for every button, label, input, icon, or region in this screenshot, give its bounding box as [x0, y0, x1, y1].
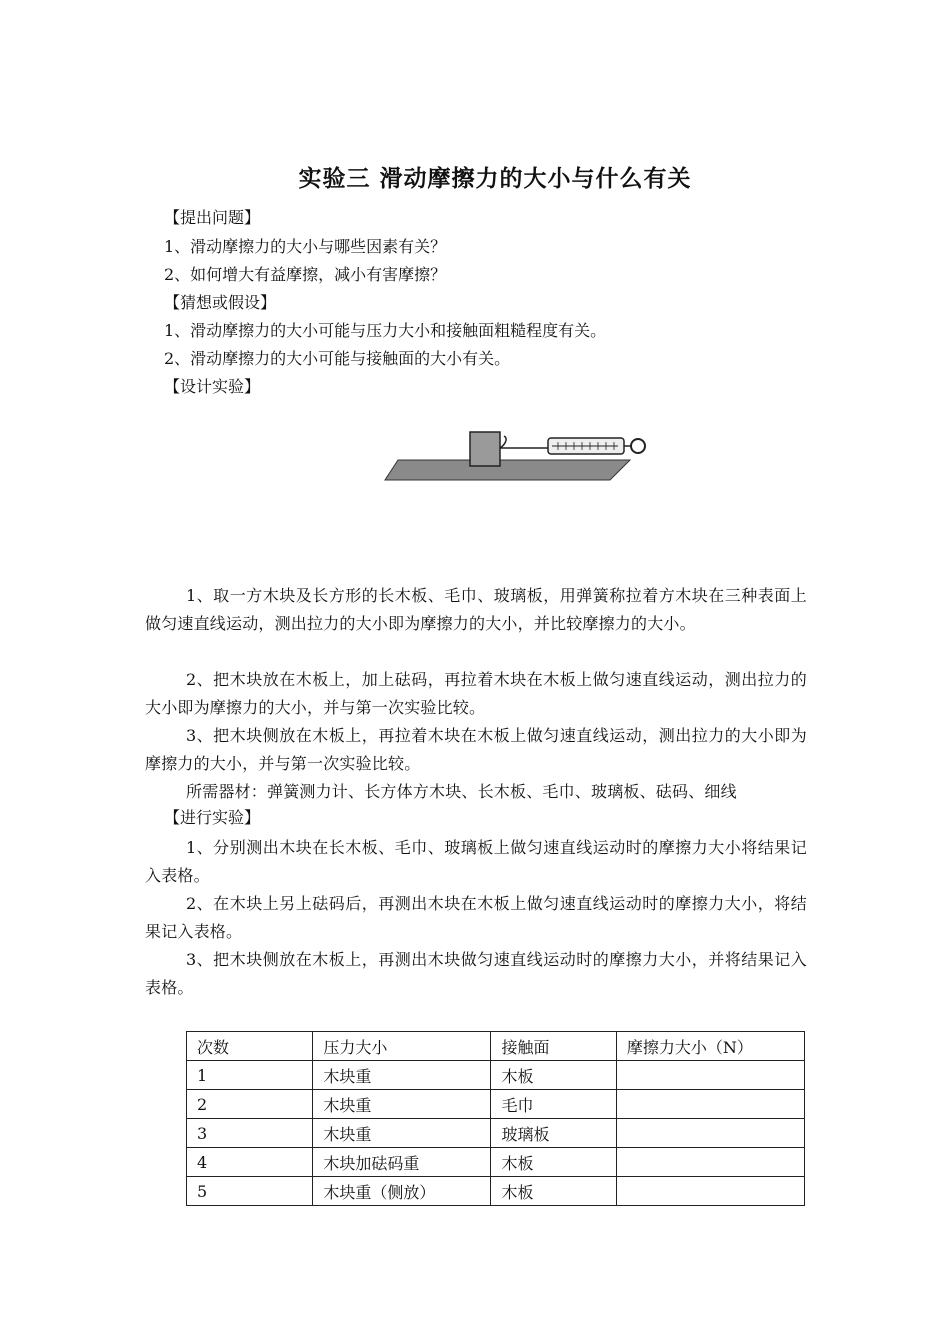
procedure-paragraph-2: 2、在木块上另上砝码后，再测出木块在木板上做匀速直线运动时的摩擦力大小，将结果记入表格。 — [145, 894, 807, 941]
table-cell: 4 — [187, 1148, 313, 1177]
table-cell — [616, 1090, 804, 1119]
table-cell: 5 — [187, 1177, 313, 1206]
wooden-board — [385, 460, 630, 480]
section-heading-design: 【设计实验】 — [164, 377, 261, 396]
materials-list: 所需器材：弹簧测力计、长方体方木块、长木板、毛巾、玻璃板、砝码、细线 — [186, 782, 737, 801]
table-header-cell: 摩擦力大小（N） — [616, 1032, 804, 1061]
page-title: 实验三 滑动摩擦力的大小与什么有关 — [298, 166, 692, 192]
hypothesis-item-1: 1、滑动摩擦力的大小可能与压力大小和接触面粗糙程度有关。 — [164, 321, 607, 340]
table-header-cell: 接触面 — [491, 1032, 616, 1061]
table-cell — [616, 1177, 804, 1206]
table-header-cell: 压力大小 — [313, 1032, 491, 1061]
question-item-1: 1、滑动摩擦力的大小与哪些因素有关？ — [164, 237, 447, 256]
table-cell — [616, 1119, 804, 1148]
results-table — [186, 1031, 805, 1206]
section-heading-procedure: 【进行实验】 — [164, 808, 261, 827]
table-cell — [616, 1148, 804, 1177]
table-cell: 木板 — [491, 1148, 616, 1177]
procedure-paragraph-3: 3、把木块侧放在木板上，再测出木块做匀速直线运动时的摩擦力大小，并将结果记入表格。 — [145, 950, 807, 997]
section-heading-question: 【提出问题】 — [164, 208, 261, 227]
table-cell: 木板 — [491, 1177, 616, 1206]
table-cell: 木块加砝码重 — [313, 1148, 491, 1177]
wood-block — [470, 432, 500, 466]
section-heading-hypothesis: 【猜想或假设】 — [164, 293, 277, 312]
table-row — [187, 1148, 805, 1177]
experiment-apparatus-illustration — [380, 424, 650, 486]
question-item-2: 2、如何增大有益摩擦，减小有害摩擦？ — [164, 265, 447, 284]
table-header-row — [187, 1032, 805, 1061]
table-row — [187, 1061, 805, 1090]
table-row — [187, 1119, 805, 1148]
table-cell: 木块重（侧放） — [313, 1177, 491, 1206]
table-cell: 木块重 — [313, 1119, 491, 1148]
table-cell: 木板 — [491, 1061, 616, 1090]
table-cell: 2 — [187, 1090, 313, 1119]
hook-icon — [500, 436, 548, 448]
design-paragraph-1: 1、取一方木块及长方形的长木板、毛巾、玻璃板，用弹簧称拉着方木块在三种表面上做匀速直线运动，测出拉力的大小即为摩擦力的大小，并比较摩擦力的大小。 — [145, 586, 807, 633]
design-paragraph-3: 3、把木块侧放在木板上，再拉着木块在木板上做匀速直线运动，测出拉力的大小即为摩擦力的大小，并与第一次实验比较。 — [145, 726, 807, 773]
table-cell: 木块重 — [313, 1090, 491, 1119]
hypothesis-item-2: 2、滑动摩擦力的大小可能与接触面的大小有关。 — [164, 349, 511, 368]
procedure-paragraph-1: 1、分别测出木块在长木板、毛巾、玻璃板上做匀速直线运动时的摩擦力大小将结果记入表格。 — [145, 838, 807, 885]
design-paragraph-2: 2、把木块放在木板上，加上砝码，再拉着木块在木板上做匀速直线运动，测出拉力的大小即为摩擦力的大小，并与第一次实验比较。 — [145, 670, 807, 717]
table-header-cell: 次数 — [187, 1032, 313, 1061]
table-cell: 木块重 — [313, 1061, 491, 1090]
table-cell: 毛巾 — [491, 1090, 616, 1119]
scale-ring-icon — [631, 439, 645, 453]
table-cell: 1 — [187, 1061, 313, 1090]
table-cell: 玻璃板 — [491, 1119, 616, 1148]
table-cell — [616, 1061, 804, 1090]
table-row — [187, 1090, 805, 1119]
table-cell: 3 — [187, 1119, 313, 1148]
table-row — [187, 1177, 805, 1206]
